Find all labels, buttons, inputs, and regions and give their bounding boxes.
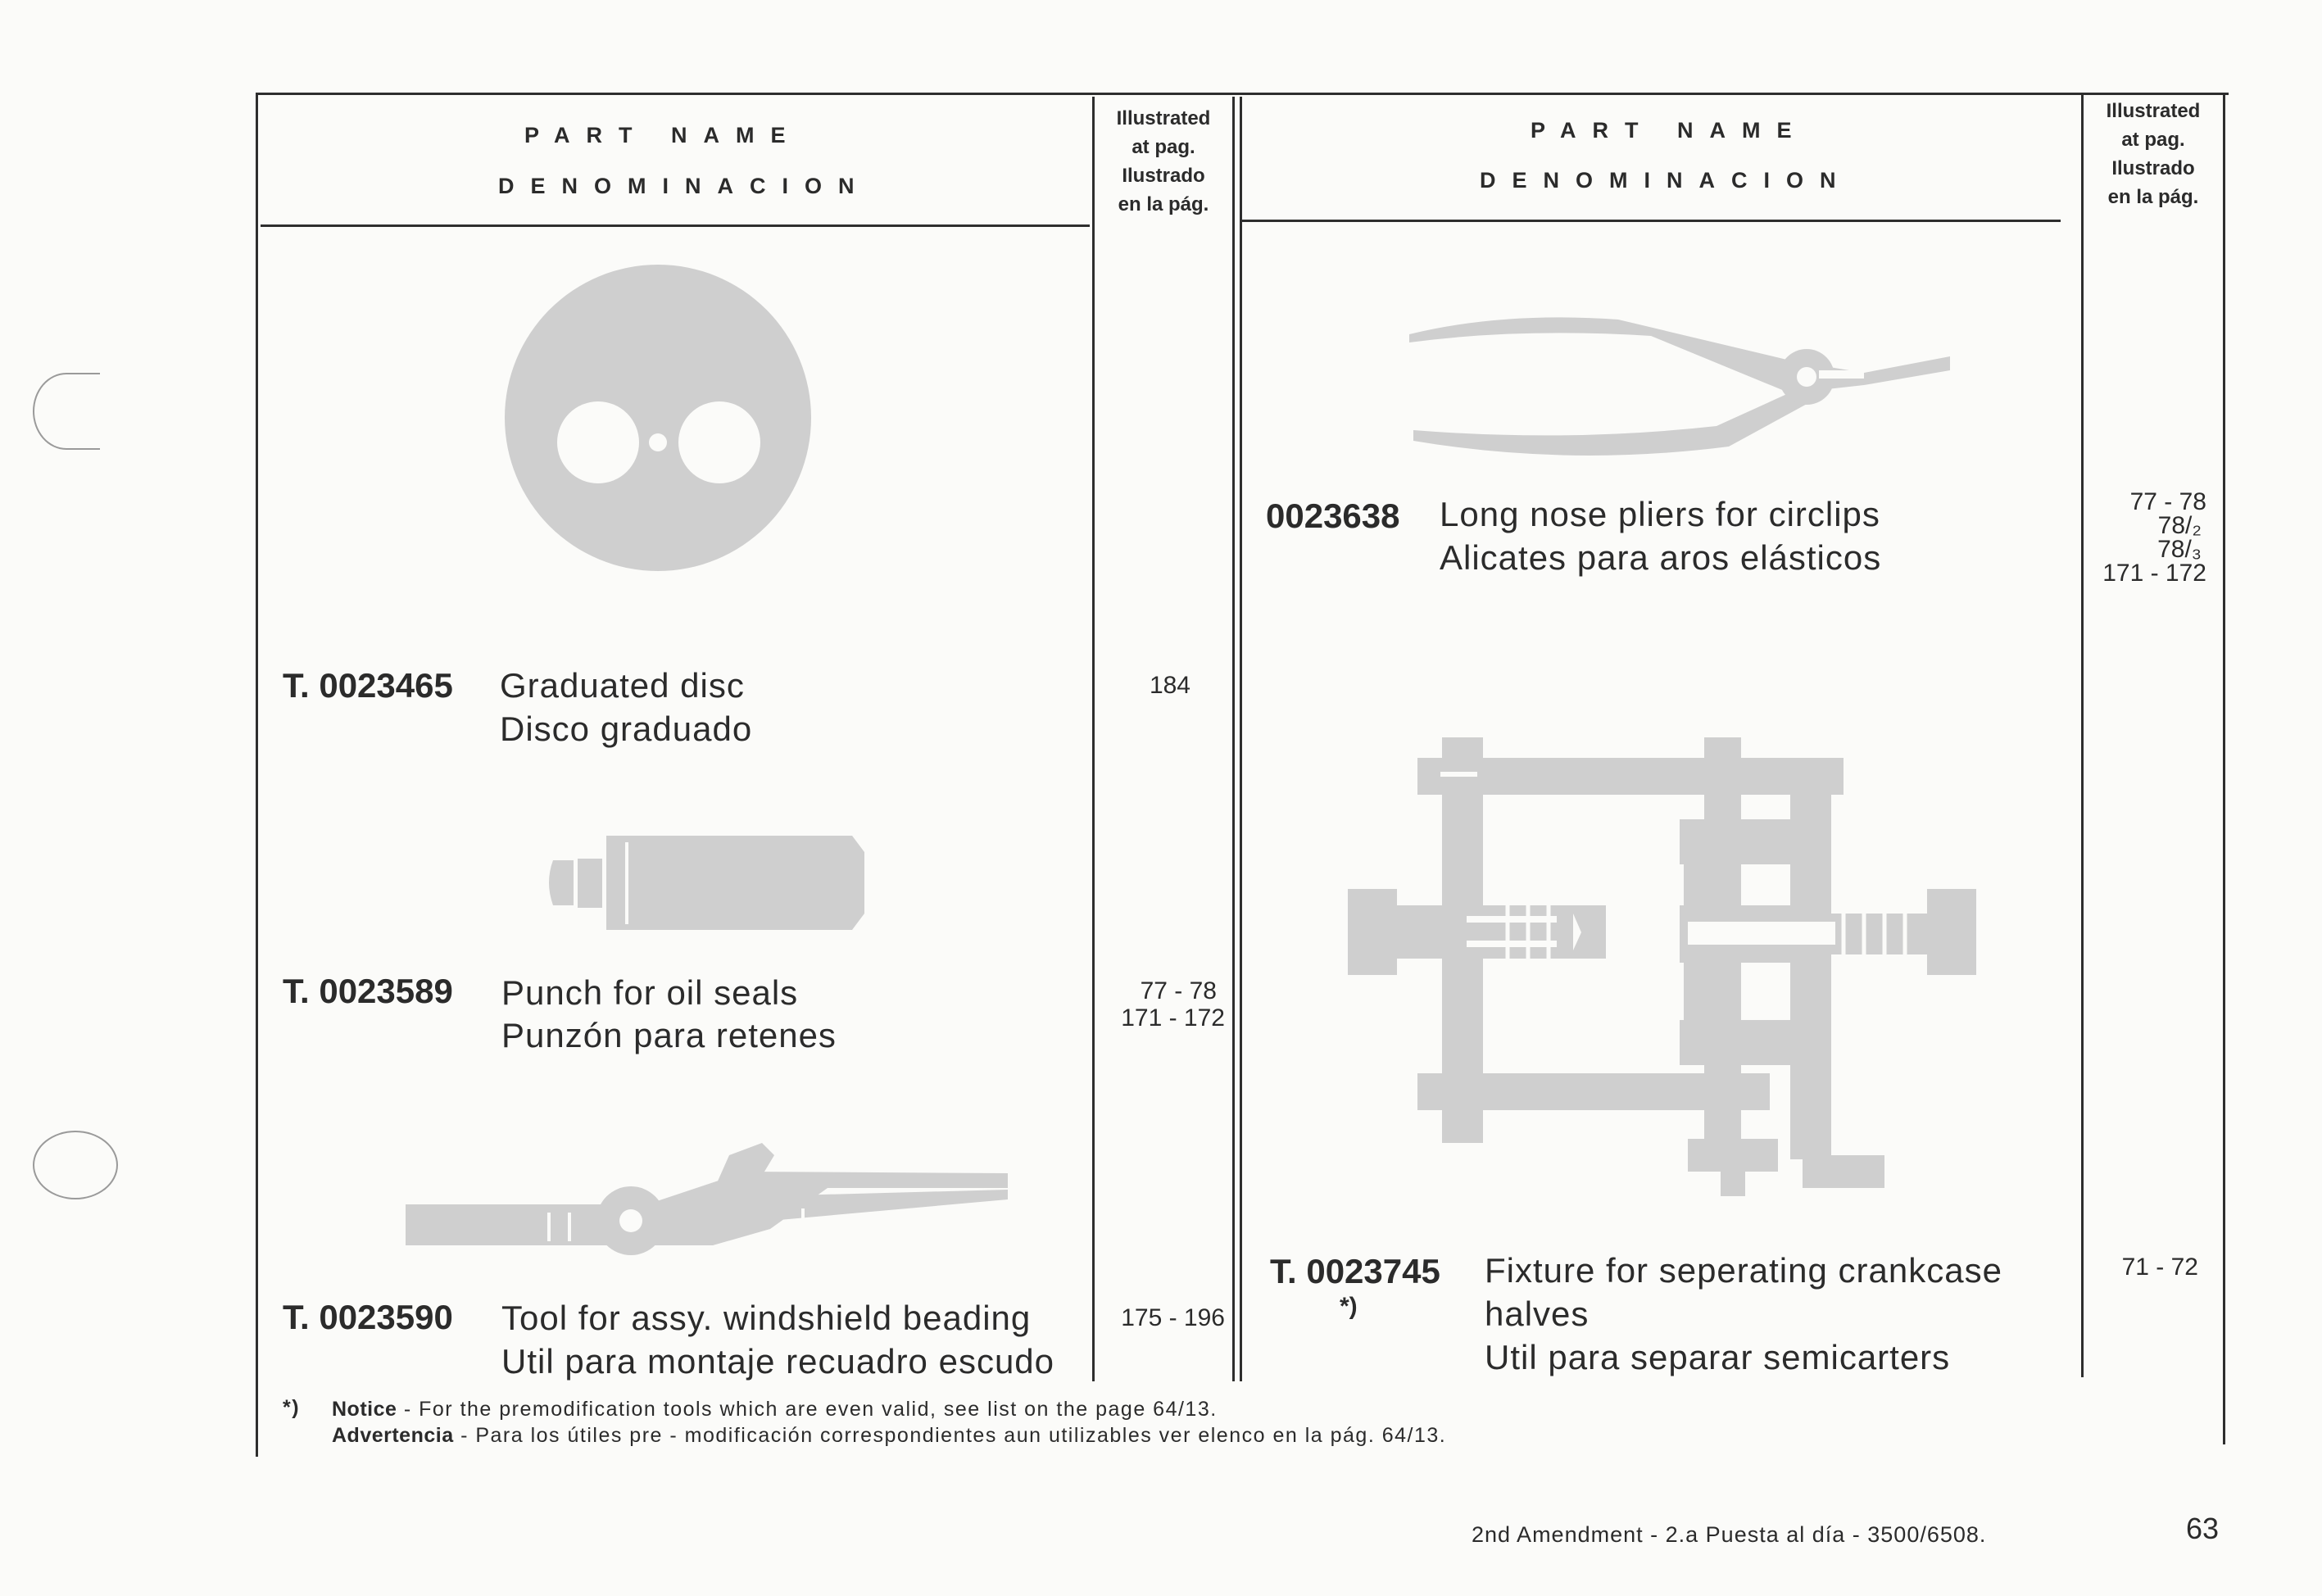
left-header-divider — [261, 224, 1090, 227]
advertencia-label: Advertencia — [332, 1424, 454, 1447]
table-left-border — [256, 93, 258, 1457]
binder-hole-bottom — [33, 1131, 118, 1199]
hdr-illustrated-r2: at pag. — [2121, 129, 2185, 151]
hdr-illustrated-3: Ilustrado — [1122, 165, 1205, 187]
hdr-illustrated-r3: Ilustrado — [2111, 157, 2195, 179]
hdr-illustrated-2: at pag. — [1132, 136, 1195, 158]
item-name-en: Fixture for seperating crankcase — [1485, 1251, 2002, 1290]
left-page-col-line — [1092, 97, 1095, 1381]
left-header-illustrated — [1095, 104, 1232, 219]
item-page-ref — [2084, 490, 2206, 585]
right-page-col-line — [2081, 93, 2084, 1377]
notice-en — [332, 1398, 1218, 1421]
item-code: T. 0023465 — [283, 666, 453, 705]
item-code: T. 0023745 — [1270, 1252, 1440, 1290]
hdr-illustrated-r1: Illustrated — [2106, 100, 2201, 122]
item-page-ref: 175 - 196 — [1121, 1304, 1225, 1331]
item-name-en-continued: halves — [1485, 1294, 1590, 1333]
right-header-part-name: PART NAME — [1531, 118, 1808, 143]
long-nose-pliers-illustration — [1405, 303, 1962, 467]
hdr-illustrated-r4: en la pág. — [2107, 186, 2199, 208]
crankcase-fixture-illustration — [1344, 737, 2016, 1196]
page-ref-line: 78/₃ — [2157, 536, 2202, 563]
binder-hole-top — [33, 373, 100, 450]
advertencia-text: - Para los útiles pre - modificación correspondientes aun utilizables ver elenco en la pág. 64/13. — [453, 1424, 1447, 1447]
table-top-border — [256, 93, 2229, 95]
page-number: 63 — [2186, 1512, 2220, 1545]
item-page-ref: 71 - 72 — [2121, 1254, 2198, 1281]
item-name-es: Util para separar semicarters — [1485, 1338, 1951, 1376]
item-name-es: Alicates para aros elásticos — [1440, 538, 1882, 577]
left-col-right-line — [1232, 97, 1235, 1381]
item-code: T. 0023590 — [283, 1298, 453, 1336]
item-name-en: Punch for oil seals — [501, 973, 799, 1012]
windshield-beading-tool-illustration — [401, 1139, 1016, 1270]
page-ref-line: 78/₂ — [2157, 512, 2202, 539]
left-header-denominacion: DENOMINACION — [498, 174, 871, 198]
page-ref-line: 171 - 172 — [1121, 1004, 1225, 1032]
table-right-border — [2223, 93, 2225, 1444]
left-header-part-name: PART NAME — [524, 123, 802, 147]
notice-es — [332, 1424, 1446, 1448]
page-ref-line: 77 - 78 — [2129, 488, 2206, 515]
item-page-ref: 184 — [1149, 672, 1190, 699]
notice-label: Notice — [332, 1398, 397, 1421]
item-name-en: Long nose pliers for circlips — [1440, 495, 1880, 533]
right-col-left-line — [1240, 97, 1242, 1381]
item-name-es: Util para montaje recuadro escudo — [501, 1342, 1055, 1381]
right-header-divider — [1241, 220, 2061, 222]
footer-amendment: 2nd Amendment - 2.a Puesta al día - 3500/6508. — [1472, 1522, 1987, 1547]
right-header-illustrated — [2084, 97, 2223, 211]
notice-text: - For the premodification tools which are even valid, see list on the page 64/13. — [397, 1398, 1218, 1421]
hdr-illustrated-4: en la pág. — [1118, 193, 1209, 215]
oil-seal-punch-illustration — [541, 827, 868, 938]
item-name-es: Punzón para retenes — [501, 1016, 837, 1054]
item-name-es: Disco graduado — [500, 710, 753, 748]
item-name-en: Tool for assy. windshield beading — [501, 1299, 1032, 1337]
item-page-ref — [1098, 977, 1225, 1032]
item-footnote-marker: *) — [1340, 1293, 1358, 1320]
item-code: T. 0023589 — [283, 972, 453, 1010]
notes-marker: *) — [283, 1396, 301, 1419]
page-ref-line: 77 - 78 — [1140, 977, 1217, 1004]
item-name-en: Graduated disc — [500, 666, 745, 705]
right-header-denominacion: DENOMINACION — [1480, 168, 1853, 193]
graduated-disc-illustration — [502, 262, 814, 574]
item-code: 0023638 — [1266, 496, 1400, 535]
hdr-illustrated-1: Illustrated — [1116, 107, 1211, 129]
page-ref-line: 171 - 172 — [2102, 560, 2206, 587]
